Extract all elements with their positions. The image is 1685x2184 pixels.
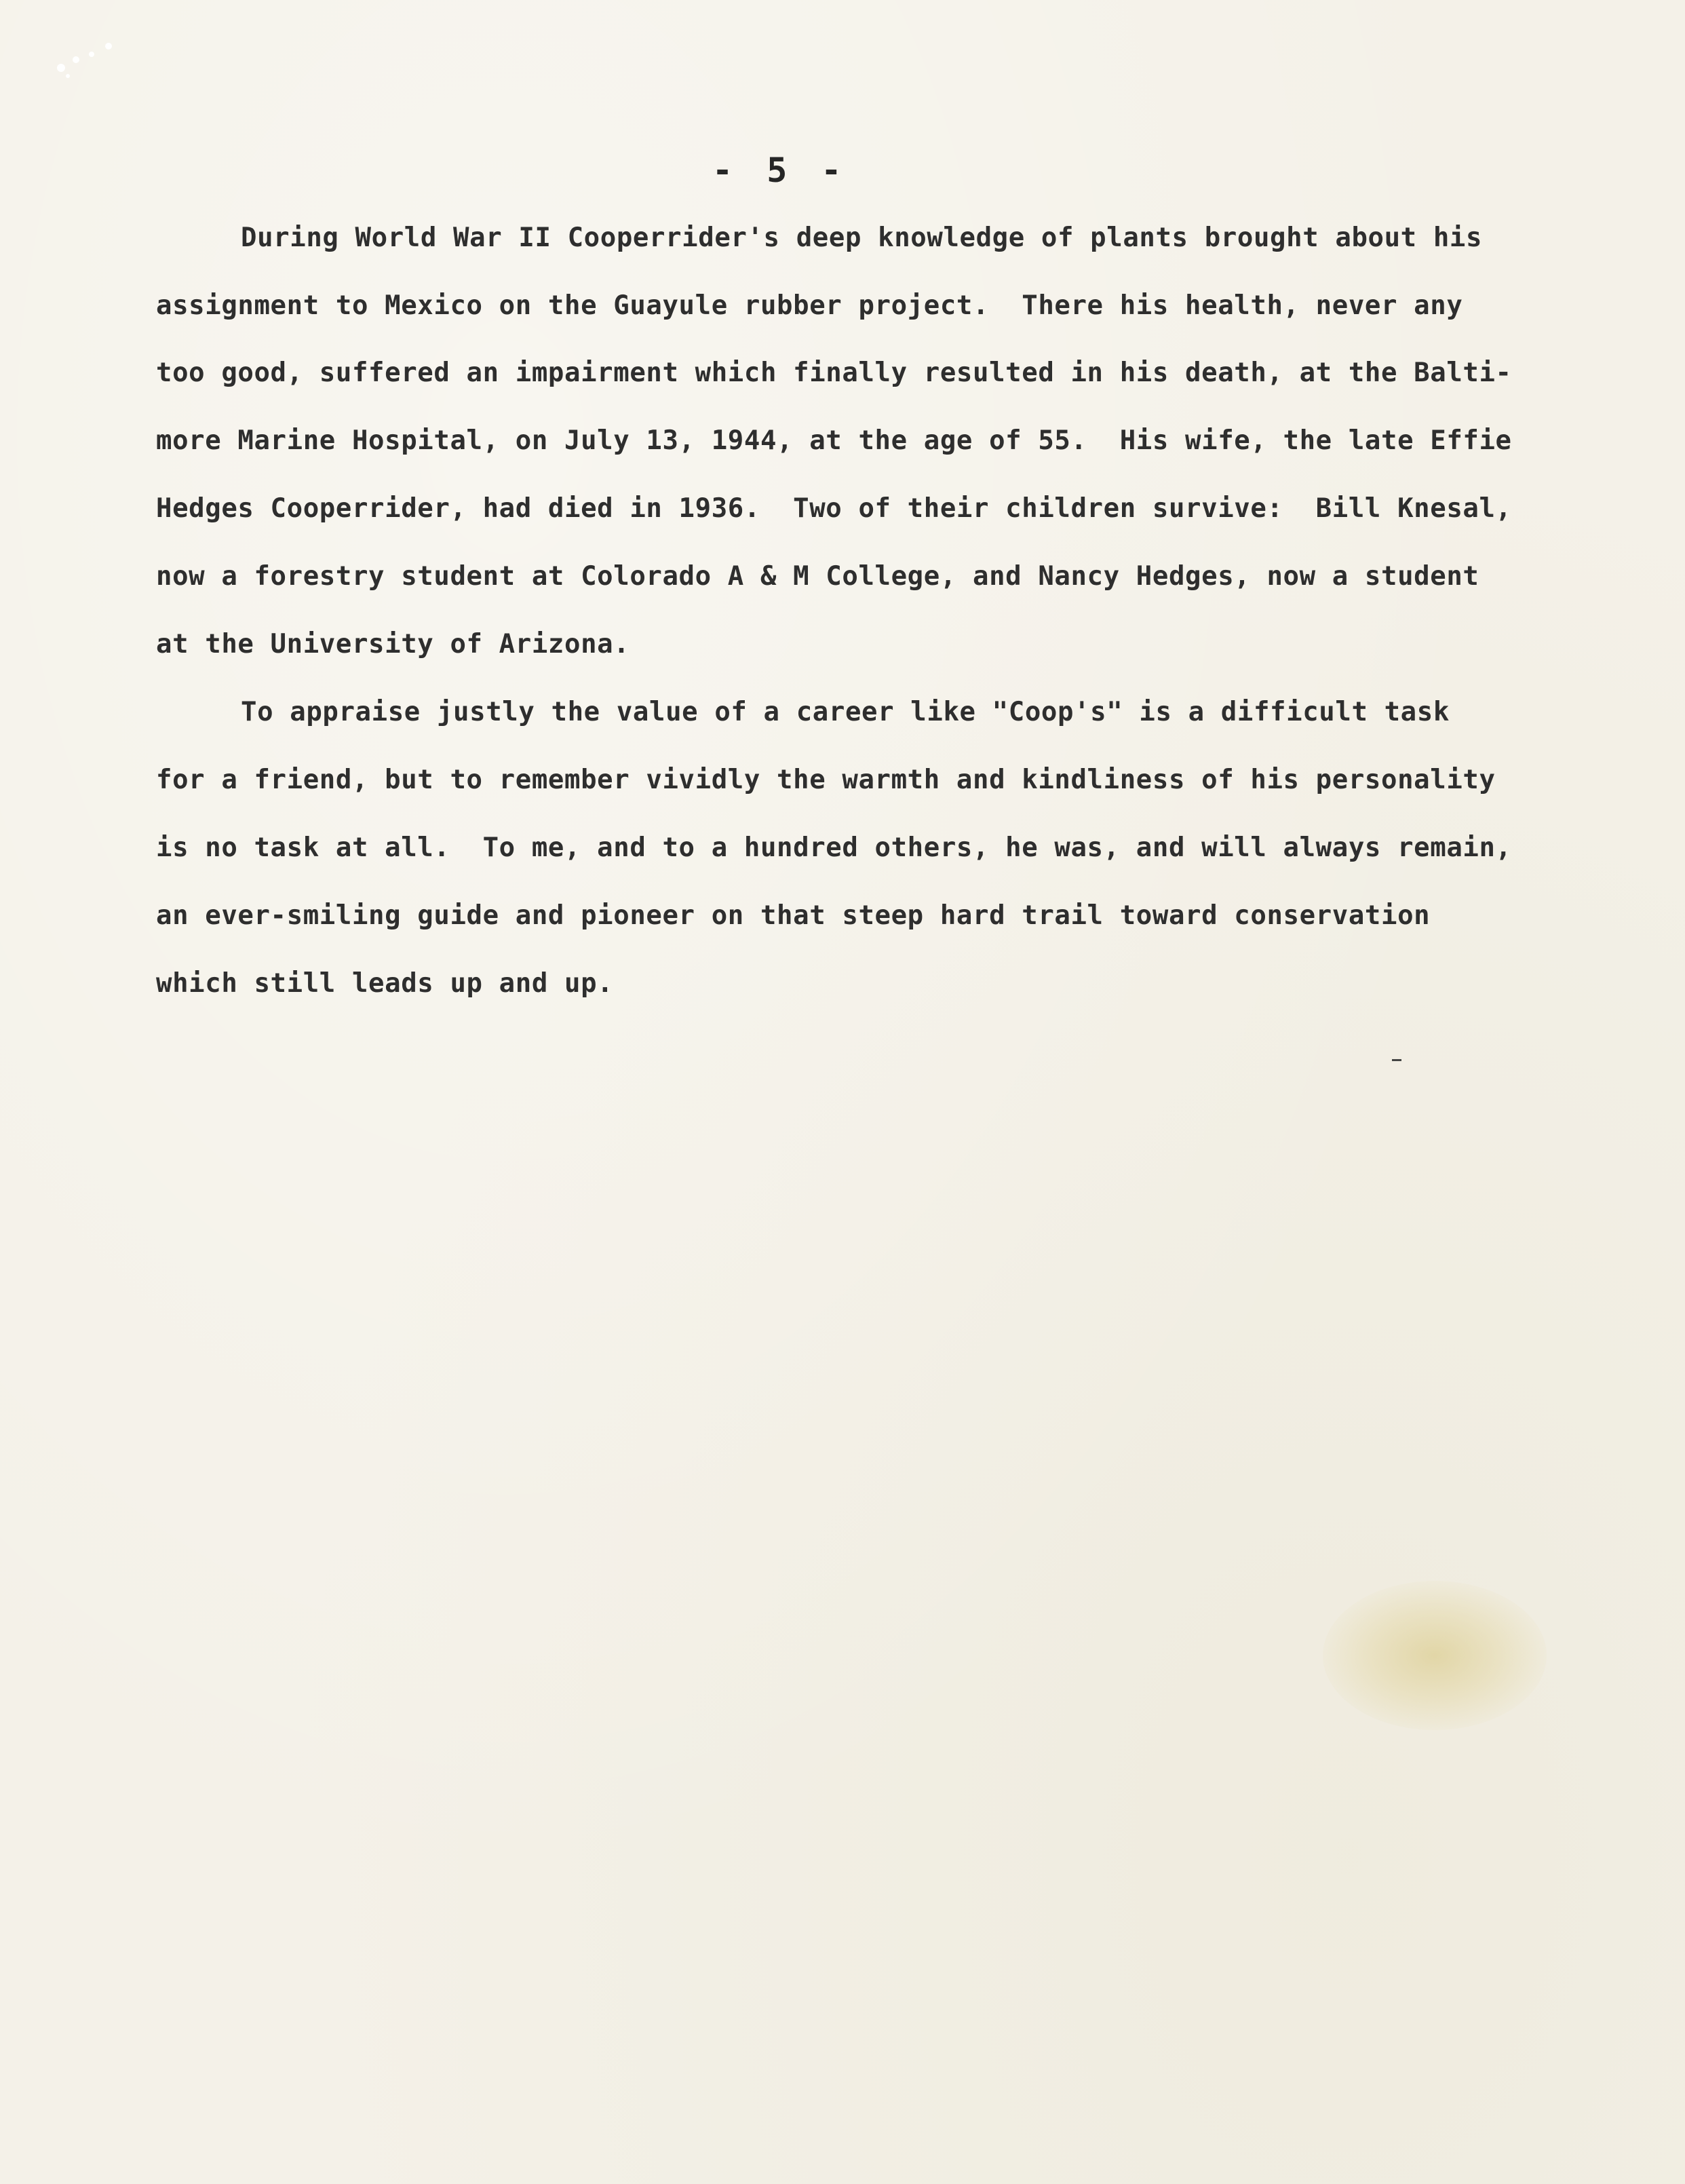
- text-line: at the University of Arizona.: [156, 629, 630, 659]
- stray-typewriter-mark: [1392, 1059, 1401, 1061]
- water-stain: [1323, 1581, 1547, 1730]
- text-line: To appraise justly the value of a career like "Coop's" is a difficult task: [241, 697, 1450, 727]
- paper-flaw-mark: [41, 27, 136, 88]
- text-line: more Marine Hospital, on July 13, 1944, at the age of 55. His wife, the late Effie: [156, 425, 1512, 456]
- text-line: for a friend, but to remember vividly the warmth and kindliness of his personality: [156, 765, 1496, 795]
- text-line: is no task at all. To me, and to a hundred others, he was, and will always remain,: [156, 832, 1512, 863]
- page-number: - 5 -: [712, 151, 849, 190]
- text-line: which still leads up and up.: [156, 968, 614, 999]
- text-line: Hedges Cooperrider, had died in 1936. Two of their children survive: Bill Knesal,: [156, 493, 1512, 524]
- text-line: During World War II Cooperrider's deep knowledge of plants brought about his: [241, 223, 1483, 253]
- text-line: assignment to Mexico on the Guayule rubber project. There his health, never any: [156, 290, 1463, 321]
- text-line: an ever-smiling guide and pioneer on that steep hard trail toward conservation: [156, 900, 1431, 931]
- text-line: now a forestry student at Colorado A & M College, and Nancy Hedges, now a student: [156, 561, 1479, 592]
- text-line: too good, suffered an impairment which finally resulted in his death, at the Balti-: [156, 358, 1512, 388]
